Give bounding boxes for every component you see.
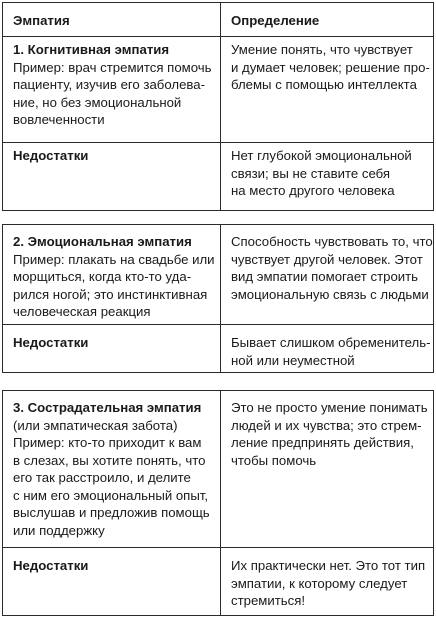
compassionate-example-line: выслушав и предложив помощь	[13, 505, 210, 520]
cognitive-cons-label-cell	[3, 143, 221, 210]
compassionate-example-line: с ним его эмоциональный опыт,	[13, 487, 209, 503]
compassionate-title: 3. Сострадательная эмпатия	[13, 400, 202, 415]
cognitive-example-line: Пример: врач стремится помочь	[13, 59, 212, 75]
cognitive-cons-cell	[221, 143, 433, 210]
compassionate-cons-cell	[221, 548, 433, 615]
emotional-cons-label-cell	[3, 325, 221, 372]
emotional-cons-line: ной или неуместной	[231, 352, 355, 368]
compassionate-cons-line: Их практически нет. Это тот тип	[231, 558, 426, 573]
emotional-example-cell	[3, 225, 221, 324]
emotional-definition-line: эмоциональную связь с людьми	[231, 286, 429, 302]
emotional-example-line: Пример: плакать на свадьбе или	[13, 251, 215, 267]
cognitive-example-cell	[3, 37, 221, 142]
compassionate-definition-line: ление предпринять действия,	[231, 435, 414, 450]
emotional-definition-line: Способность чувствовать то, что	[231, 234, 433, 249]
compassionate-cons-line: стремиться!	[231, 593, 306, 608]
compassionate-cons-line: эмпатии, к которому следует	[231, 575, 408, 591]
cognitive-definition-line: блемы с помощью интеллекта	[231, 77, 417, 92]
cognitive-cons-label: Недостатки	[13, 148, 89, 163]
table-header	[3, 3, 433, 36]
table-cognitive	[2, 2, 434, 211]
cognitive-cons-line: связи; вы не ставите себя	[231, 165, 391, 181]
table-compassionate	[2, 390, 434, 616]
compassionate-example-line: или поддержку	[13, 522, 105, 538]
emotional-definition-cell	[221, 225, 433, 324]
header-definition: Определение	[231, 13, 320, 28]
compassionate-definition-line: чтобы помочь	[231, 452, 317, 468]
compassionate-definition-line: Это не просто умение понимать	[231, 400, 428, 415]
cognitive-example-line: пациенту, изучив его заболева-	[13, 77, 206, 92]
table-row-compassionate-cons	[3, 547, 433, 615]
emotional-cons-line: Бывает слишком обременитель-	[231, 335, 431, 350]
cognitive-example-line: ние, но без эмоциональной	[13, 94, 182, 110]
emotional-example-line: человеческая реакция	[13, 304, 151, 319]
table-row-emotional-cons	[3, 324, 433, 372]
cognitive-definition-line: и думает человек; решение про-	[231, 59, 430, 75]
table-emotional	[2, 224, 434, 373]
compassionate-example-line: в слезах, вы хотите понять, что	[13, 452, 206, 468]
emotional-cons-label: Недостатки	[13, 335, 89, 350]
emotional-example-line: морщиться, когда кто-то уда-	[13, 269, 192, 284]
table-row-compassionate	[3, 391, 433, 547]
compassionate-example-cell	[3, 391, 221, 547]
compassionate-cons-label-cell	[3, 548, 221, 615]
emotional-definition-line: чувствует другой человек. Этот	[231, 251, 423, 267]
table-row-cognitive-cons	[3, 142, 433, 210]
cognitive-title: 1. Когнитивная эмпатия	[13, 42, 170, 57]
emotional-title: 2. Эмоциональная эмпатия	[13, 234, 192, 249]
compassionate-example-line: (или эмпатическая забота)	[13, 417, 178, 433]
compassionate-definition-line: людей и их чувства; это стрем-	[231, 417, 422, 433]
compassionate-example-line: его так расстроило, и делите	[13, 470, 191, 485]
table-row-cognitive	[3, 36, 433, 142]
table-row-emotional	[3, 225, 433, 324]
cognitive-example-line: вовлеченности	[13, 112, 105, 127]
compassionate-cons-label: Недостатки	[13, 558, 89, 573]
cognitive-cons-line: Нет глубокой эмоциональной	[231, 148, 412, 163]
emotional-example-line: рился ногой; это инстинктивная	[13, 286, 208, 302]
emotional-definition-line: вид эмпатии помогает строить	[231, 269, 419, 284]
cognitive-definition-cell	[221, 37, 433, 142]
emotional-cons-cell	[221, 325, 433, 372]
cognitive-cons-line: на место другого человека	[231, 183, 395, 198]
header-empathy: Эмпатия	[3, 3, 221, 36]
compassionate-example-line: Пример: кто-то приходит к вам	[13, 435, 202, 450]
cognitive-definition-line: Умение понять, что чувствует	[231, 42, 413, 57]
compassionate-definition-cell	[221, 391, 433, 547]
